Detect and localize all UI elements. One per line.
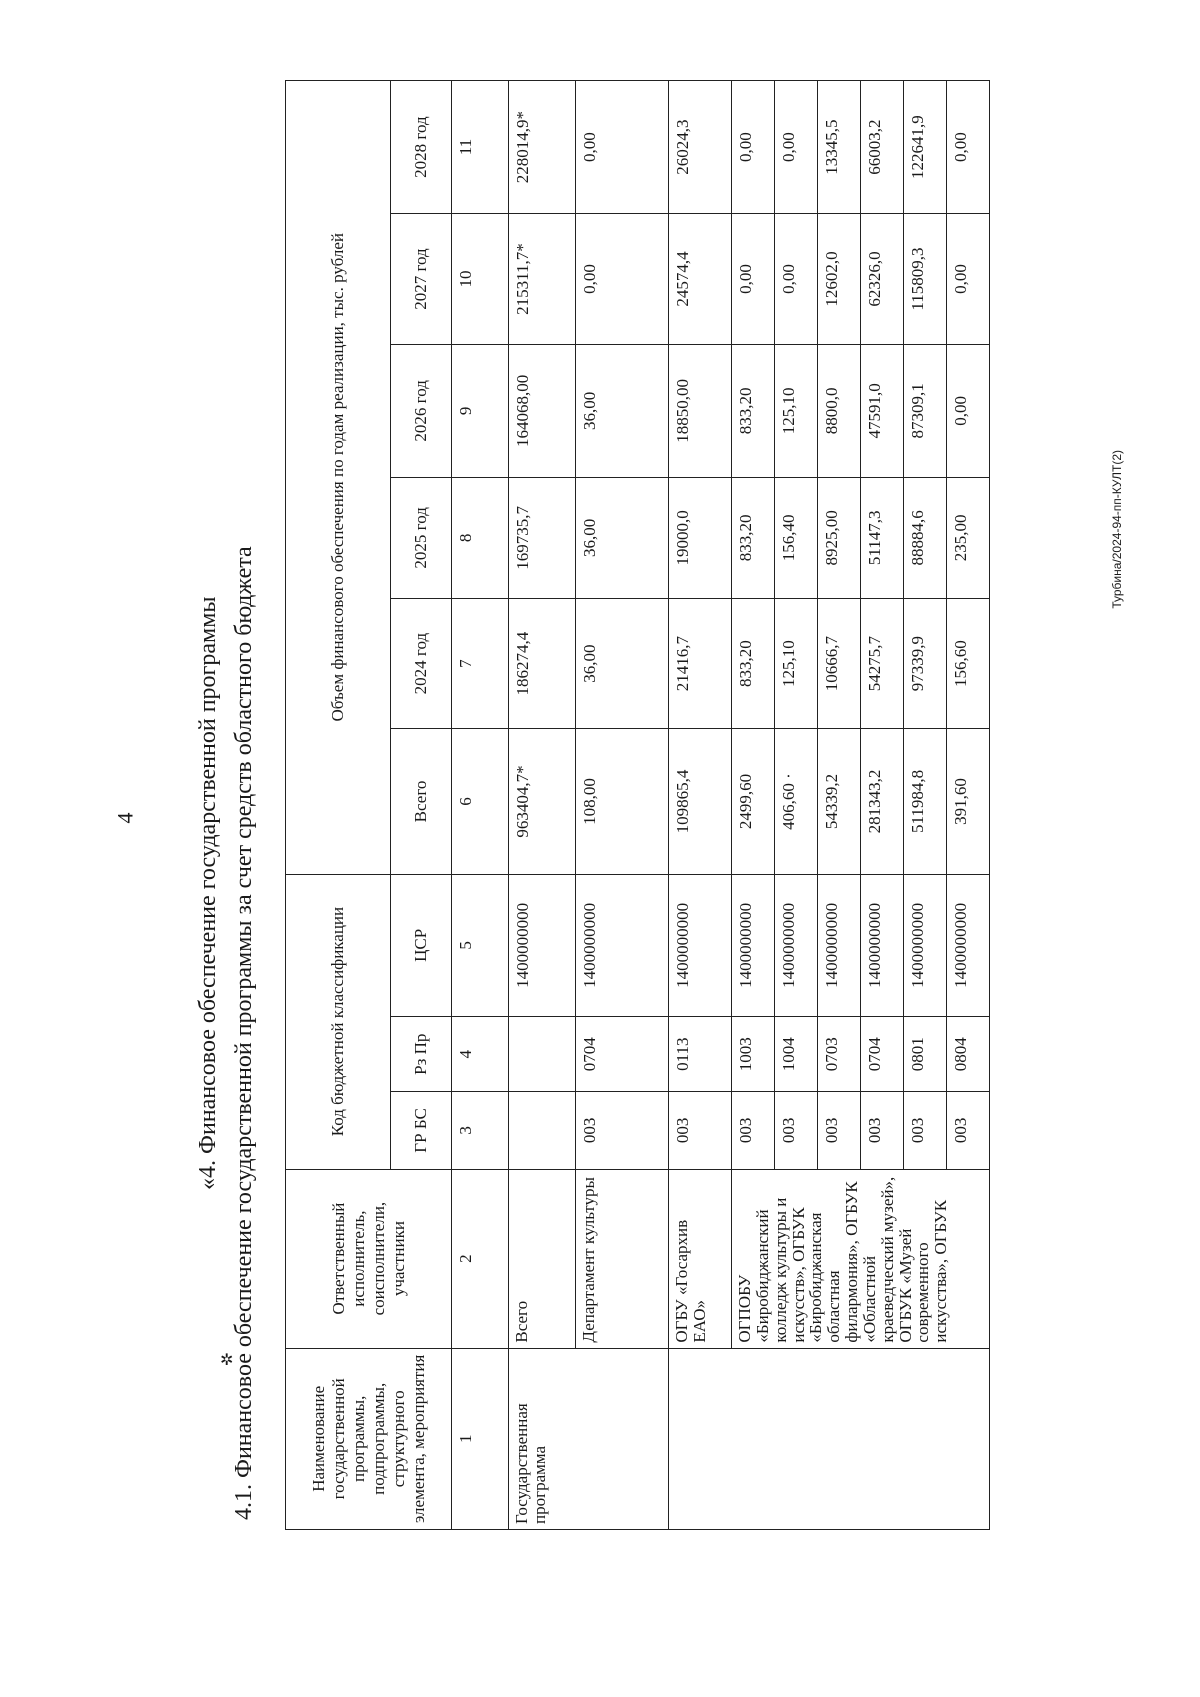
y2028-cell: 0,00 — [947, 81, 990, 214]
y2024-cell: 833,20 — [732, 598, 775, 729]
table-row — [732, 81, 775, 1530]
scan-mark: ✲ — [220, 1352, 234, 1369]
total-cell: 2499,60 — [732, 729, 775, 874]
y2024-cell: 10666,7 — [818, 598, 861, 729]
csr-cell: 1400000000 — [732, 874, 775, 1017]
y2025-cell: 36,00 — [576, 477, 669, 598]
financing-table — [285, 80, 990, 1530]
total-cell: 109865,4 — [669, 729, 732, 874]
y2027-cell: 0,00 — [775, 214, 818, 345]
table-row — [576, 81, 669, 1530]
grbs-cell: 003 — [947, 1092, 990, 1169]
page-number: 4 — [112, 812, 138, 824]
y2028-cell: 228014,9* — [509, 81, 576, 214]
y2027-cell: 24574,4 — [669, 214, 732, 345]
column-index: 11 — [452, 81, 509, 214]
column-index: 10 — [452, 214, 509, 345]
total-cell: 108,00 — [576, 729, 669, 874]
csr-cell: 1400000000 — [576, 874, 669, 1017]
executor-cell: ОГБУ «Госархив ЕАО» — [669, 1169, 732, 1348]
grbs-cell: 003 — [732, 1092, 775, 1169]
y2025-cell: 235,00 — [947, 477, 990, 598]
column-index-row — [452, 81, 509, 1530]
table-row — [509, 81, 576, 1530]
column-index: 1 — [452, 1348, 509, 1529]
y2026-cell: 164068,00 — [509, 344, 576, 477]
total-cell: 963404,7* — [509, 729, 576, 874]
y2025-cell: 833,20 — [732, 477, 775, 598]
program-name: Государственная программа — [509, 1348, 669, 1529]
y2024-cell: 21416,7 — [669, 598, 732, 729]
header-grbs: ГР БС — [391, 1092, 452, 1169]
grbs-cell: 003 — [669, 1092, 732, 1169]
header-csr: ЦСР — [391, 874, 452, 1017]
subsection-heading: 4.1. Финансовое обеспечение государственной программы за счет средств областного бюджета — [231, 546, 257, 1520]
grbs-cell — [509, 1092, 576, 1169]
y2027-cell: 62326,0 — [861, 214, 904, 345]
rzpr-cell: 0804 — [947, 1017, 990, 1092]
y2024-cell: 186274,4 — [509, 598, 576, 729]
grbs-cell: 003 — [861, 1092, 904, 1169]
total-cell: 406,60 · — [775, 729, 818, 874]
document-code: Турбина/2024-94-пп-КУЛТ(2) — [1110, 450, 1124, 609]
header-name: Наименование государственной программы, подпрограммы, структурного элемента, мероприятия — [286, 1348, 452, 1529]
y2026-cell: 47591,0 — [861, 344, 904, 477]
y2027-cell: 12602,0 — [818, 214, 861, 345]
y2025-cell: 156,40 — [775, 477, 818, 598]
y2025-cell: 51147,3 — [861, 477, 904, 598]
y2028-cell: 122641,9 — [904, 81, 947, 214]
rzpr-cell: 0703 — [818, 1017, 861, 1092]
column-index: 6 — [452, 729, 509, 874]
program-name — [669, 1348, 990, 1529]
y2028-cell: 66003,2 — [861, 81, 904, 214]
column-index: 7 — [452, 598, 509, 729]
y2027-cell: 0,00 — [732, 214, 775, 345]
y2027-cell: 0,00 — [576, 214, 669, 345]
rzpr-cell: 1003 — [732, 1017, 775, 1092]
total-cell: 511984,8 — [904, 729, 947, 874]
csr-cell: 1400000000 — [669, 874, 732, 1017]
header-2025: 2025 год — [391, 477, 452, 598]
column-index: 5 — [452, 874, 509, 1017]
y2028-cell: 0,00 — [576, 81, 669, 214]
column-index: 3 — [452, 1092, 509, 1169]
y2027-cell: 0,00 — [947, 214, 990, 345]
rzpr-cell: 0113 — [669, 1017, 732, 1092]
y2025-cell: 8925,00 — [818, 477, 861, 598]
y2024-cell: 36,00 — [576, 598, 669, 729]
y2027-cell: 115809,3 — [904, 214, 947, 345]
section-heading: «4. Финансовое обеспечение государственной программы — [195, 596, 221, 1190]
y2026-cell: 18850,00 — [669, 344, 732, 477]
y2025-cell: 169735,7 — [509, 477, 576, 598]
y2027-cell: 215311,7* — [509, 214, 576, 345]
header-2024: 2024 год — [391, 598, 452, 729]
rzpr-cell — [509, 1017, 576, 1092]
y2028-cell: 26024,3 — [669, 81, 732, 214]
total-cell: 54339,2 — [818, 729, 861, 874]
y2026-cell: 125,10 — [775, 344, 818, 477]
total-cell: 281343,2 — [861, 729, 904, 874]
y2024-cell: 54275,7 — [861, 598, 904, 729]
rzpr-cell: 0801 — [904, 1017, 947, 1092]
grbs-cell: 003 — [818, 1092, 861, 1169]
csr-cell: 1400000000 — [861, 874, 904, 1017]
y2026-cell: 833,20 — [732, 344, 775, 477]
column-index: 2 — [452, 1169, 509, 1348]
rzpr-cell: 1004 — [775, 1017, 818, 1092]
y2024-cell: 97339,9 — [904, 598, 947, 729]
header-budget-code: Код бюджетной классификации — [286, 874, 391, 1169]
executor-cell: Всего — [509, 1169, 576, 1348]
csr-cell: 1400000000 — [904, 874, 947, 1017]
csr-cell: 1400000000 — [947, 874, 990, 1017]
y2024-cell: 156,60 — [947, 598, 990, 729]
total-cell: 391,60 — [947, 729, 990, 874]
grbs-cell: 003 — [775, 1092, 818, 1169]
header-executor: Ответственный исполнитель, соисполнители, участники — [286, 1169, 452, 1348]
executor-cell: Департамент культуры — [576, 1169, 669, 1348]
y2026-cell: 87309,1 — [904, 344, 947, 477]
y2028-cell: 0,00 — [775, 81, 818, 214]
header-volume: Объем финансового обеспечения по годам реализации, тыс. рублей — [286, 81, 391, 875]
rzpr-cell: 0704 — [576, 1017, 669, 1092]
y2025-cell: 19000,0 — [669, 477, 732, 598]
column-index: 4 — [452, 1017, 509, 1092]
y2024-cell: 125,10 — [775, 598, 818, 729]
grbs-cell: 003 — [576, 1092, 669, 1169]
column-index: 9 — [452, 344, 509, 477]
executor-merged-cell: ОГПОБУ «Биробиджанский колледж культуры и искусств», ОГБУК «Биробиджанская областная филармония», ОГБУК «Областной краеведческий музей», ОГБУК «Музей современного искусства», ОГБУК — [732, 1169, 990, 1348]
table-row — [669, 81, 732, 1530]
rotated-page-content — [195, 80, 1195, 1530]
y2026-cell: 0,00 — [947, 344, 990, 477]
y2026-cell: 36,00 — [576, 344, 669, 477]
y2026-cell: 8800,0 — [818, 344, 861, 477]
header-rzpr: Рз Пр — [391, 1017, 452, 1092]
grbs-cell: 003 — [904, 1092, 947, 1169]
header-2026: 2026 год — [391, 344, 452, 477]
rzpr-cell: 0704 — [861, 1017, 904, 1092]
header-2028: 2028 год — [391, 81, 452, 214]
header-total: Всего — [391, 729, 452, 874]
csr-cell: 1400000000 — [775, 874, 818, 1017]
y2028-cell: 13345,5 — [818, 81, 861, 214]
header-2027: 2027 год — [391, 214, 452, 345]
csr-cell: 1400000000 — [509, 874, 576, 1017]
column-index: 8 — [452, 477, 509, 598]
y2025-cell: 88884,6 — [904, 477, 947, 598]
y2028-cell: 0,00 — [732, 81, 775, 214]
csr-cell: 1400000000 — [818, 874, 861, 1017]
